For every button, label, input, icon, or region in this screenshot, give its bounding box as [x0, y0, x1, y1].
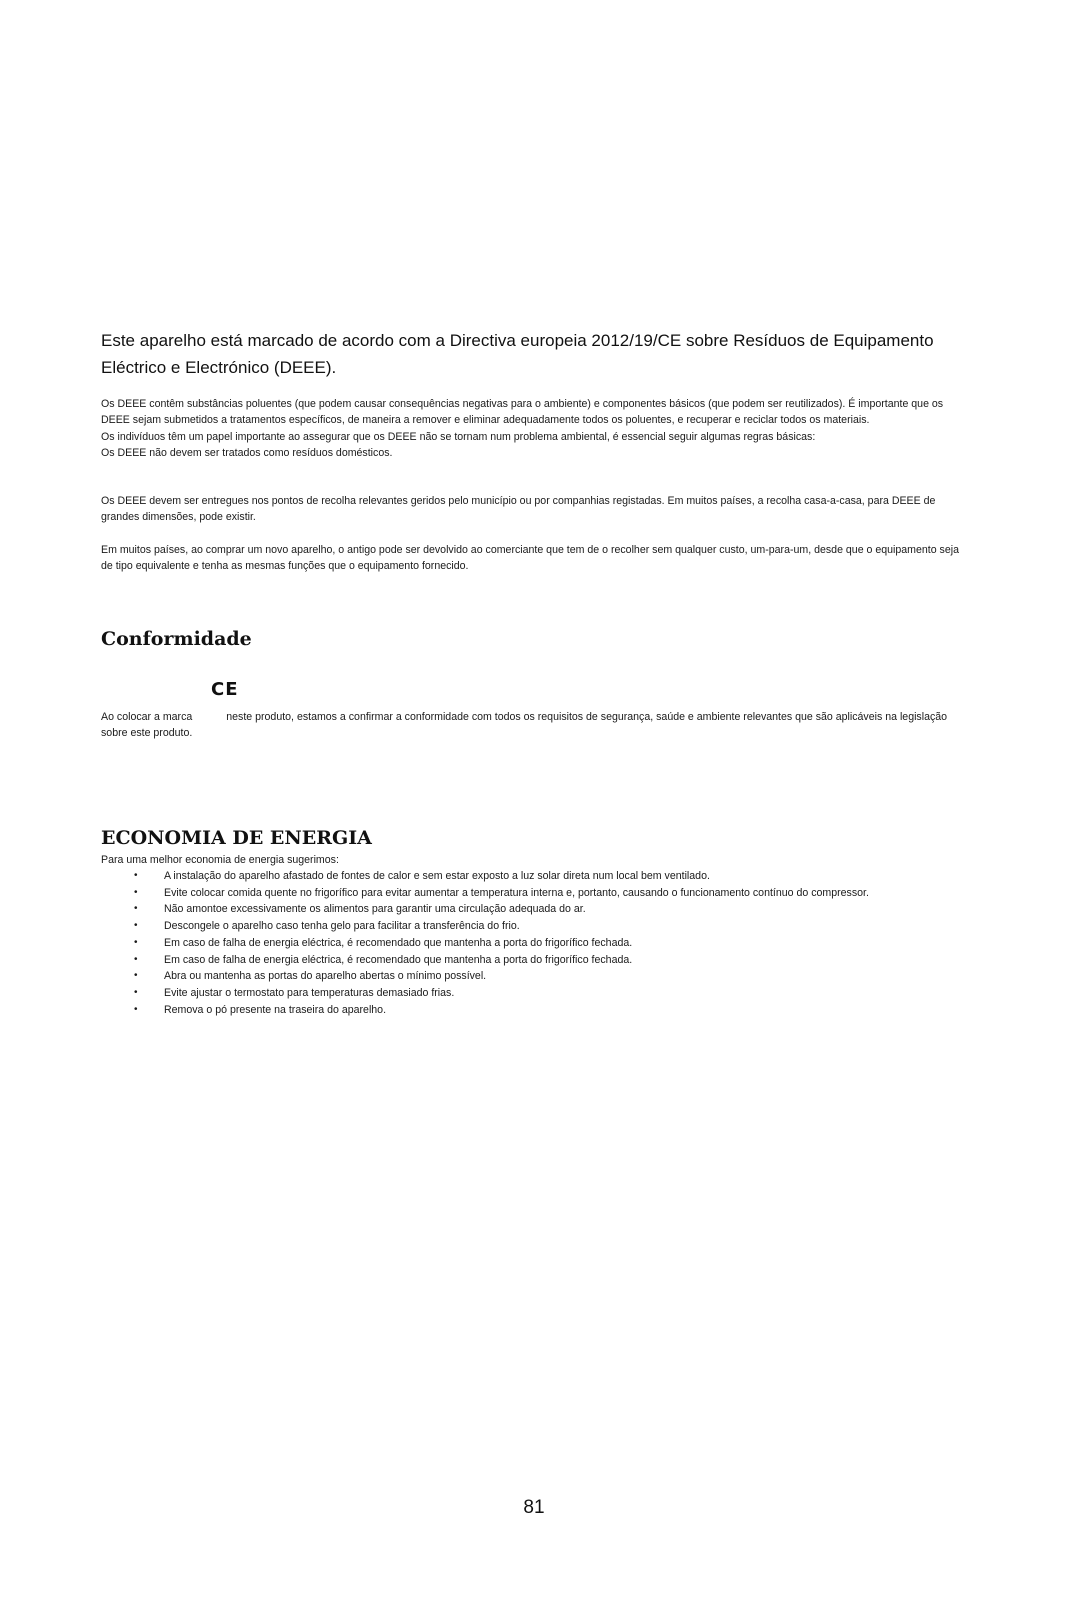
- conformity-statement: [101, 709, 969, 742]
- energy-saving-heading: ECONOMIA DE ENERGIA: [101, 827, 372, 849]
- weee-paragraph-substances: Os DEEE contêm substâncias poluentes (que podem causar consequências negativas para o ambiente) e componentes básicos (que podem ser reutilizados). É importante que os DEEE sejam submetidos a tratamentos específicos, de maneira a remover e eliminar adequadamente todos os poluentes, e recuperar e reciclar todos os materiais.: [101, 398, 944, 427]
- list-item: • Evite colocar comida quente no frigorífico para evitar aumentar a temperatura interna e, portanto, causando o funcionamento contínuo do compressor.: [101, 885, 969, 902]
- page-number: 81: [523, 1497, 545, 1518]
- bullet-icon: •: [134, 986, 138, 998]
- weee-paragraph-return: Em muitos países, ao comprar um novo aparelho, o antigo pode ser devolvido ao comerciante que tem de o recolher sem qualquer custo, um-para-um, desde que o equipamento seja de tipo equivalente e tenha as mesmas funções que o equipamento fornecido.: [101, 544, 959, 573]
- bullet-icon: •: [134, 920, 138, 932]
- conformity-text-after: neste produto, estamos a confirmar a conformidade com todos os requisitos de segurança, saúde e ambiente relevantes que são aplicáveis na legislação sobre este produto.: [101, 711, 948, 740]
- weee-paragraph-collection: Os DEEE devem ser entregues nos pontos de recolha relevantes geridos pelo município ou por companhias registadas. Em muitos países, a recolha casa-a-casa, para DEEE de grandes dimensões, pode existir.: [101, 495, 936, 524]
- weee-directive-intro: Este aparelho está marcado de acordo com a Directiva europeia 2012/19/CE sobre Resíduos de Equipamento Eléctrico e Electrónico (DEEE).: [101, 331, 934, 377]
- bullet-icon: •: [134, 903, 138, 915]
- list-item: • Em caso de falha de energia eléctrica, é recomendado que mantenha a porta do frigorífico fechada.: [101, 952, 969, 969]
- energy-saving-intro: Para uma melhor economia de energia sugerimos:: [101, 854, 339, 866]
- energy-saving-list: [101, 868, 969, 1018]
- conformity-text-before: Ao colocar a marca: [101, 711, 193, 723]
- weee-info-paragraphs: [101, 396, 969, 462]
- bullet-icon: •: [134, 870, 138, 881]
- weee-paragraph-household: Os DEEE não devem ser tratados como resíduos domésticos.: [101, 447, 393, 460]
- bullet-icon: •: [134, 936, 138, 948]
- list-item: • Descongele o aparelho caso tenha gelo para facilitar a transferência do frio.: [101, 918, 969, 935]
- bullet-icon: •: [134, 970, 138, 982]
- bullet-icon: •: [134, 1003, 138, 1015]
- list-item: • A instalação do aparelho afastado de fontes de calor e sem estar exposto a luz solar direta num local bem ventilado.: [101, 868, 969, 885]
- list-item: • Abra ou mantenha as portas do aparelho abertas o mínimo possível.: [101, 968, 969, 985]
- conformity-heading: Conformidade: [101, 628, 252, 650]
- bullet-icon: •: [134, 953, 138, 965]
- weee-paragraph-role: Os indivíduos têm um papel importante ao assegurar que os DEEE não se tornam num problema ambiental, é essencial seguir algumas regras básicas:: [101, 430, 816, 443]
- ce-mark-icon: CE: [211, 679, 239, 700]
- list-item: • Não amontoe excessivamente os alimentos para garantir uma circulação adequada do ar.: [101, 901, 969, 918]
- list-item: • Em caso de falha de energia eléctrica, é recomendado que mantenha a porta do frigorífico fechada.: [101, 935, 969, 952]
- list-item: • Evite ajustar o termostato para temperaturas demasiado frias.: [101, 985, 969, 1002]
- list-item: • Remova o pó presente na traseira do aparelho.: [101, 1002, 969, 1019]
- bullet-icon: •: [134, 886, 138, 898]
